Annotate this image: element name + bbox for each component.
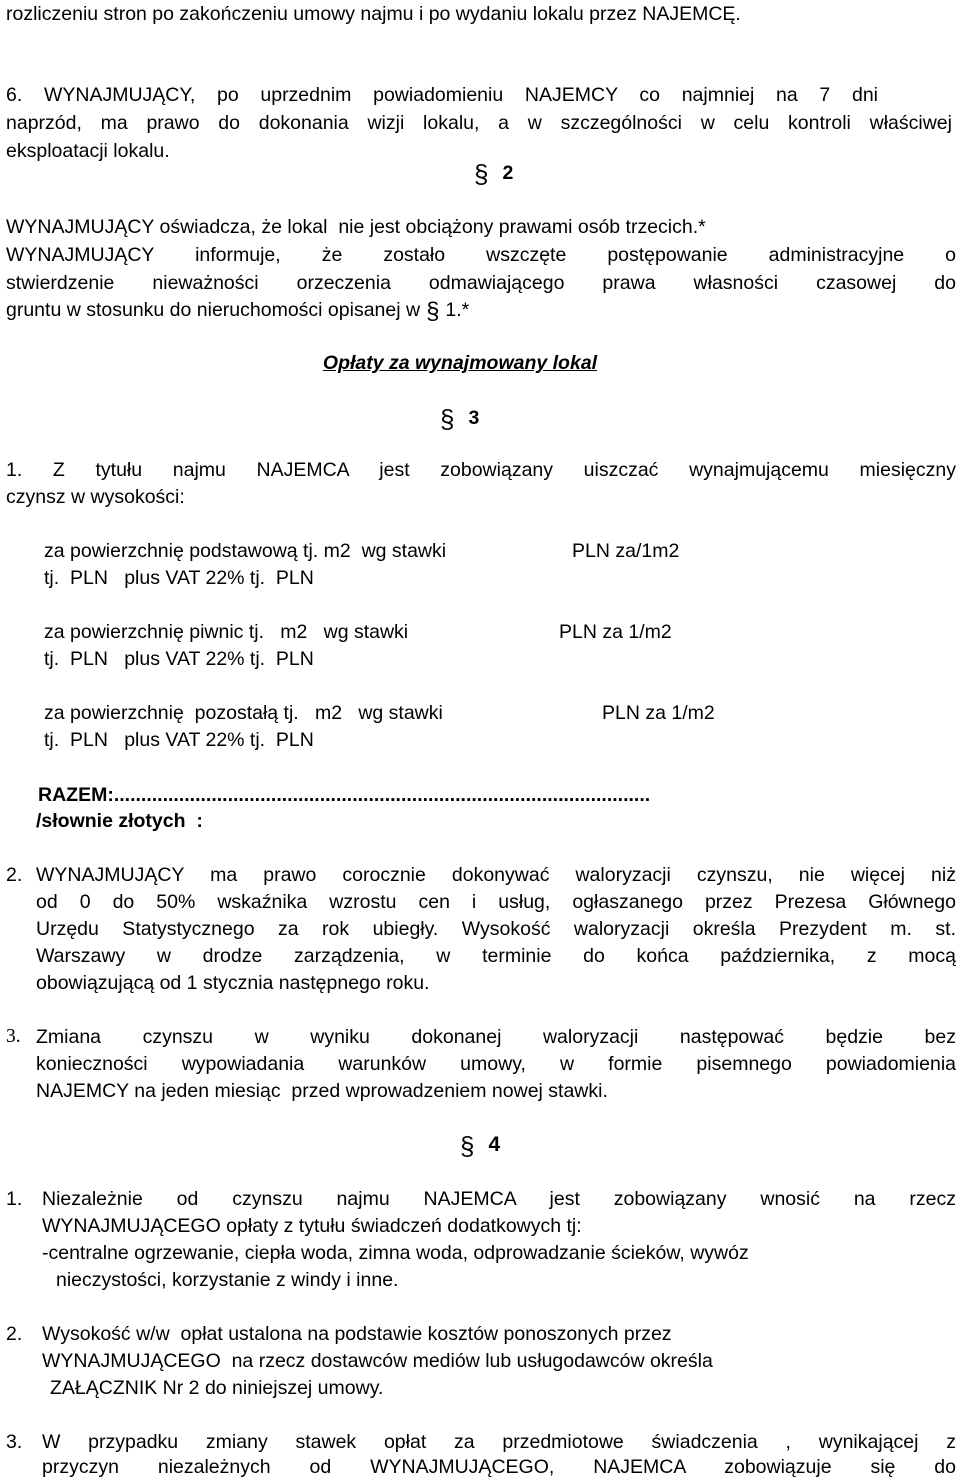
text-line: konieczności wypowiadania warunków umowy, w formie pisemnego powiadomienia	[36, 1053, 956, 1075]
text-line: Warszawy w drodze zarządzenia, w terminie do końca października, z mocą	[36, 945, 956, 967]
text-line: -centralne ogrzewanie, ciepła woda, zimna woda, odprowadzanie ścieków, wywóz	[42, 1242, 749, 1264]
text-line: czynsz w wysokości:	[6, 486, 185, 508]
section-sign: §	[460, 1131, 475, 1161]
rent-row-rate: PLN za 1/m2	[559, 621, 672, 643]
item-number: 2.	[6, 1323, 23, 1345]
text-line: obowiązującą od 1 stycznia następnego roku.	[36, 972, 430, 994]
rent-row-label: za powierzchnię piwnic tj. m2 wg stawki	[44, 621, 409, 643]
text-line: ZAŁĄCZNIK Nr 2 do niniejszej umowy.	[50, 1377, 384, 1399]
text-line: od 0 do 50% wskaźnika wzrostu cen i usług, ogłaszanego przez Prezesa Głównego	[36, 891, 956, 913]
in-words-line: /słownie złotych :	[36, 810, 203, 832]
text-line: WYNAJMUJĄCY ma prawo corocznie dokonywać waloryzacji czynszu, nie więcej niż	[36, 864, 956, 886]
text-line: NAJEMCY na jeden miesiąc przed wprowadzeniem nowej stawki.	[36, 1080, 608, 1102]
text-line: przyczyn niezależnych od WYNAJMUJĄCEGO, NAJEMCA zobowiązuje się do	[42, 1456, 956, 1478]
section-number: 2	[502, 162, 514, 184]
text-line: naprzód, ma prawo do dokonania wizji lokalu, a w szczególności w celu kontroli właściwej	[6, 112, 952, 134]
section-4-header	[460, 1131, 500, 1162]
text-line: WYNAJMUJĄCEGO na rzecz dostawców mediów lub usługodawców określa	[42, 1350, 713, 1372]
text-line: stwierdzenie nieważności orzeczenia odmawiającego prawa własności czasowej do	[6, 272, 956, 294]
text-line: 1. Z tytułu najmu NAJEMCA jest zobowiązany uiszczać wynajmującemu miesięczny	[6, 459, 956, 481]
text-line: WYNAJMUJĄCEGO opłaty z tytułu świadczeń dodatkowych tj:	[42, 1215, 582, 1237]
section-sign: §	[426, 298, 440, 325]
item-number: 3.	[6, 1026, 21, 1047]
section-sign: §	[440, 404, 455, 434]
section-number: 4	[488, 1133, 501, 1156]
rent-row-amount: tj. PLN plus VAT 22% tj. PLN	[44, 729, 314, 751]
text-segment: gruntu w stosunku do nieruchomości opisanej w	[6, 299, 421, 321]
text-line: Wysokość w/w opłat ustalona na podstawie kosztów ponoszonych przez	[42, 1323, 672, 1345]
rent-row-amount: tj. PLN plus VAT 22% tj. PLN	[44, 648, 314, 670]
rent-row-label: za powierzchnię podstawową tj. m2 wg stawki	[44, 540, 447, 562]
text-line: WYNAJMUJĄCY informuje, że zostało wszczęte postępowanie administracyjne o	[6, 244, 956, 266]
section-sign: §	[474, 159, 489, 189]
text-line	[6, 299, 469, 323]
rent-row-label: za powierzchnię pozostałą tj. m2 wg stawki	[44, 702, 443, 724]
section-2-header	[474, 159, 513, 190]
total-line: RAZEM:...................................................................................................	[38, 784, 651, 806]
fees-heading: Opłaty za wynajmowany lokal	[322, 352, 598, 374]
text-line: eksploatacji lokalu.	[6, 140, 170, 162]
section-number: 3	[468, 407, 480, 429]
text-line: W przypadku zmiany stawek opłat za przedmiotowe świadczenia , wynikającej z	[42, 1431, 956, 1453]
text-line: nieczystości, korzystanie z windy i inne.	[56, 1269, 399, 1291]
text-line: Zmiana czynszu w wyniku dokonanej waloryzacji następować będzie bez	[36, 1026, 956, 1048]
text-line: Urzędu Statystycznego za rok ubiegły. Wysokość waloryzacji określa Prezydent m. st.	[36, 918, 956, 940]
item-number: 2.	[6, 864, 23, 886]
text-line: 6. WYNAJMUJĄCY, po uprzednim powiadomieniu NAJEMCY co najmniej na 7 dni	[6, 84, 878, 106]
item-number: 1.	[6, 1188, 23, 1210]
text-line: WYNAJMUJĄCY oświadcza, że lokal nie jest obciążony prawami osób trzecich.*	[6, 216, 706, 238]
rent-row-amount: tj. PLN plus VAT 22% tj. PLN	[44, 567, 314, 589]
section-3-header	[440, 404, 479, 435]
rent-row-rate: PLN za 1/m2	[602, 702, 715, 724]
text-segment: 1.*	[445, 299, 470, 321]
text-line: Niezależnie od czynszu najmu NAJEMCA jest zobowiązany wnosić na rzecz	[42, 1188, 956, 1210]
item-number: 3.	[6, 1431, 23, 1453]
rent-row-rate: PLN za/1m2	[572, 540, 680, 562]
text-line: rozliczeniu stron po zakończeniu umowy najmu i po wydaniu lokalu przez NAJEMCĘ.	[6, 3, 741, 25]
